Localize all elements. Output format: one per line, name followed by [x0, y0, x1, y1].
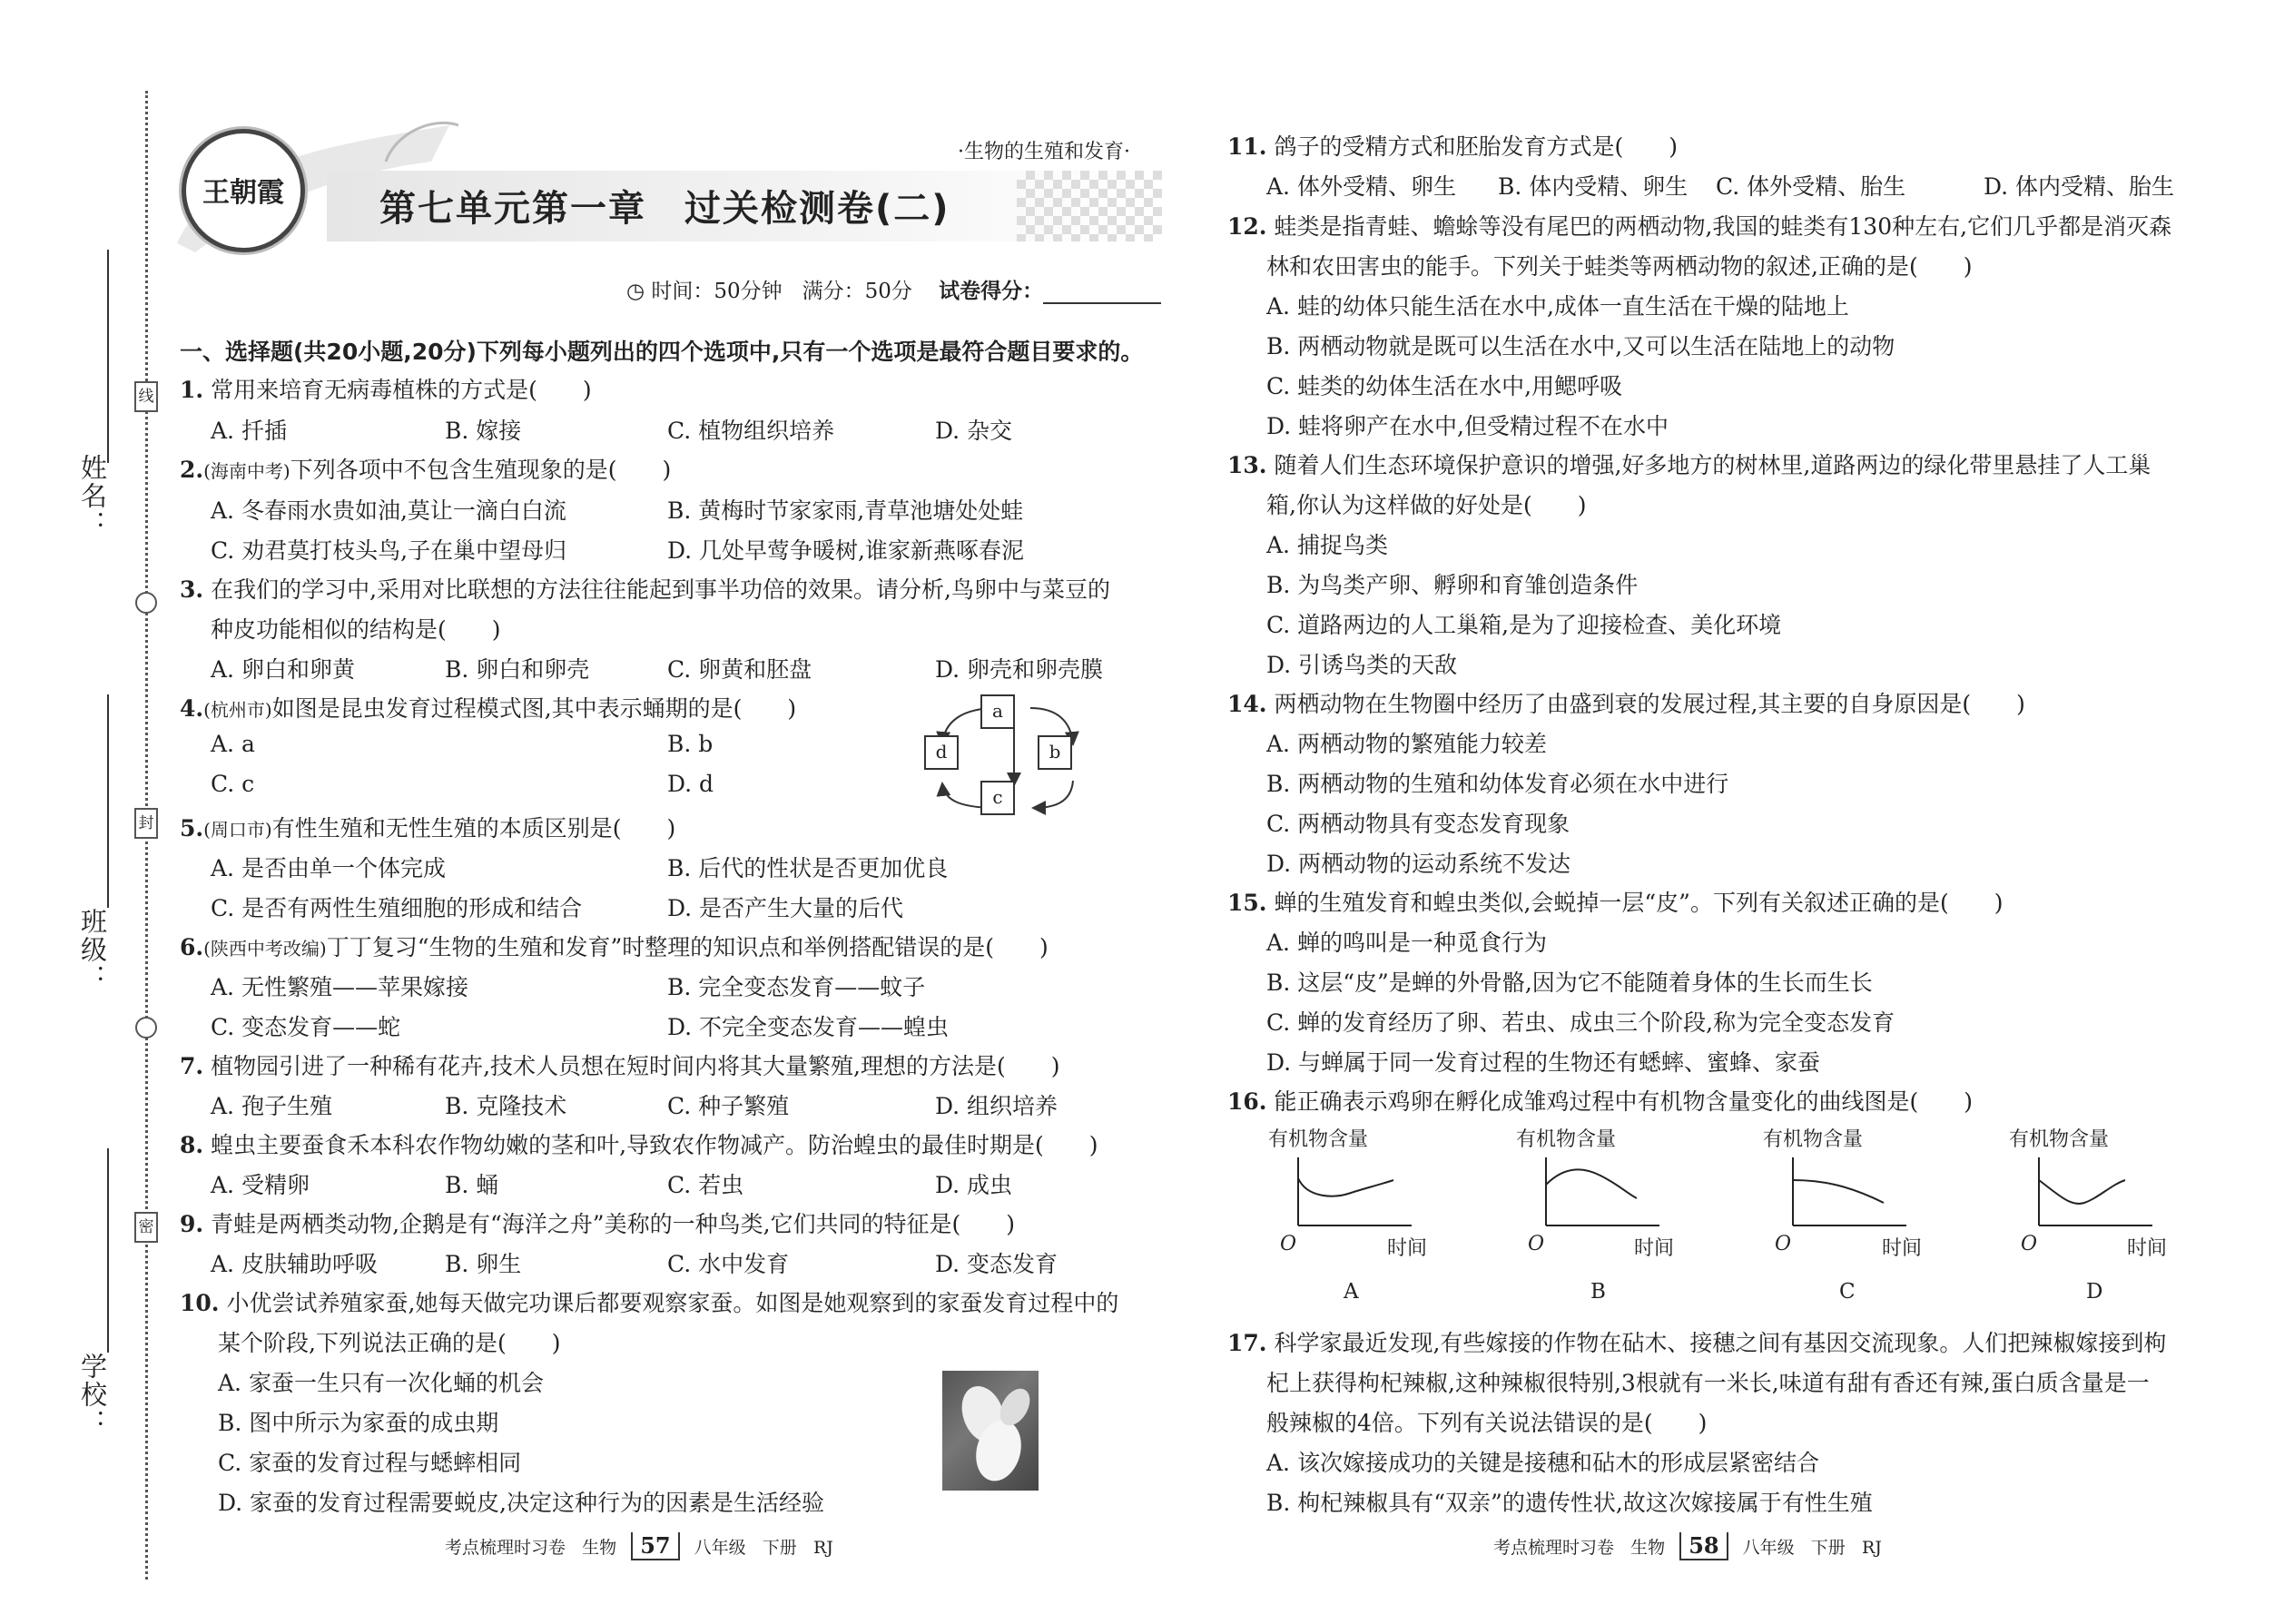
- option[interactable]: A. 卵白和卵黄: [211, 656, 355, 683]
- graph-option-b[interactable]: B: [1590, 1280, 1606, 1304]
- option[interactable]: A. 孢子生殖: [211, 1093, 332, 1119]
- question-3: [180, 572, 1110, 605]
- question-14: [1227, 686, 2025, 719]
- option[interactable]: A. 体外受精、卵生: [1266, 173, 1456, 200]
- option[interactable]: B. 嫁接: [445, 418, 522, 444]
- footer-edition: RJ: [1861, 1538, 1882, 1558]
- page-title: 第七单元第一章 过关检测卷(二): [379, 188, 950, 230]
- option[interactable]: B. 图中所示为家蚕的成虫期: [218, 1410, 499, 1436]
- graph-origin: O: [1280, 1233, 1297, 1255]
- option[interactable]: C. 两栖动物具有变态发育现象: [1266, 811, 1570, 837]
- option[interactable]: B. 卵白和卵壳: [445, 656, 590, 683]
- question-stem-cont: 种皮功能相似的结构是( ): [211, 616, 501, 643]
- option[interactable]: D. d: [667, 771, 714, 797]
- brand-logo-text: 王朝霞: [202, 177, 284, 209]
- exam-score-label: 试卷得分：: [939, 279, 1044, 303]
- question-number: 8.: [180, 1132, 204, 1158]
- question-6: [180, 930, 1049, 962]
- option[interactable]: B. 卵生: [445, 1251, 522, 1277]
- option[interactable]: A. 捕捉鸟类: [1266, 532, 1388, 558]
- question-source: (海南中考): [203, 460, 290, 482]
- question-stem-cont: 某个阶段,下列说法正确的是( ): [218, 1330, 561, 1356]
- seal-char-seal: 封: [134, 808, 158, 839]
- seal-char-line: 线: [134, 381, 158, 412]
- option[interactable]: C. 种子繁殖: [667, 1093, 790, 1119]
- binding-clip-icon: [135, 592, 157, 614]
- question-2: [180, 452, 671, 485]
- question-stem: 常用来培育无病毒植株的方式是( ): [211, 377, 592, 403]
- question-10: [180, 1285, 1118, 1318]
- question-stem: 有性生殖和无性生殖的本质区别是( ): [271, 815, 676, 842]
- footer-left: [445, 1532, 833, 1560]
- question-stem-cont: 般辣椒的4倍。下列有关说法错误的是( ): [1266, 1410, 1708, 1436]
- option[interactable]: B. b: [667, 731, 714, 757]
- silkworm-cocoon-photo: [942, 1371, 1039, 1491]
- option[interactable]: B. 后代的性状是否更加优良: [667, 855, 949, 881]
- option[interactable]: A. 扦插: [211, 418, 287, 444]
- graph-origin: O: [2021, 1233, 2038, 1255]
- graph-origin: O: [1775, 1233, 1792, 1255]
- graph-xlabel: 时间: [1634, 1237, 1675, 1260]
- question-stem: 丁丁复习“生物的生殖和发育”时整理的知识点和举例搭配错误的是( ): [326, 934, 1049, 960]
- question-15: [1227, 885, 2003, 918]
- graph-option-d[interactable]: D: [2086, 1280, 2103, 1304]
- graph-origin: O: [1528, 1233, 1545, 1255]
- graph-b: [1528, 1153, 1664, 1235]
- footer-series: 考点梳理时习卷: [445, 1538, 566, 1558]
- title-checker-pattern: [1017, 171, 1162, 241]
- question-5: [180, 811, 675, 843]
- option[interactable]: A. a: [211, 731, 255, 757]
- score-blank[interactable]: [1043, 281, 1161, 304]
- exam-full-score: 满分：50分: [802, 280, 912, 303]
- exam-meta: [626, 274, 1161, 304]
- graph-ylabel: 有机物含量: [1268, 1128, 1369, 1151]
- question-11: [1227, 129, 1678, 162]
- question-number: 15.: [1227, 890, 1267, 916]
- graph-xlabel: 时间: [1882, 1237, 1923, 1260]
- option[interactable]: A. 皮肤辅助呼吸: [211, 1251, 378, 1277]
- question-4: [180, 691, 796, 723]
- option[interactable]: B. 蛹: [445, 1172, 499, 1198]
- question-number: 2.: [180, 457, 204, 483]
- option[interactable]: D. 卵壳和卵壳膜: [935, 656, 1104, 683]
- diagram-box-d: d: [924, 735, 959, 770]
- option[interactable]: C. 道路两边的人工巢箱,是为了迎接检查、美化环境: [1266, 612, 1782, 638]
- question-number: 16.: [1227, 1088, 1267, 1115]
- option[interactable]: A. 冬春雨水贵如油,莫让一滴白白流: [211, 497, 566, 524]
- option[interactable]: C. 蝉的发育经历了卵、若虫、成虫三个阶段,称为完全变态发育: [1266, 1009, 1895, 1036]
- footer-subject: 生物: [582, 1538, 617, 1558]
- question-17: [1227, 1325, 2166, 1358]
- question-stem: 科学家最近发现,有些嫁接的作物在砧木、接穗之间有基因交流现象。人们把辣椒嫁接到枸: [1274, 1330, 2167, 1356]
- school-label: 学校：: [77, 1353, 108, 1437]
- page-number: 57: [631, 1532, 679, 1560]
- question-stem: 鸽子的受精方式和胚胎发育方式是( ): [1274, 133, 1678, 160]
- option[interactable]: D. 引诱鸟类的天敌: [1266, 652, 1458, 678]
- subject-tag: ·生物的生殖和发育·: [958, 141, 1130, 163]
- graph-option-c[interactable]: C: [1839, 1280, 1856, 1304]
- question-stem: 蛙类是指青蛙、蟾蜍等没有尾巴的两栖动物,我国的蛙类有130种左右,它们几乎都是消灭森: [1274, 213, 2172, 240]
- page-number: 58: [1679, 1532, 1728, 1560]
- question-stem: 下列各项中不包含生殖现象的是( ): [290, 457, 672, 483]
- footer-edition: RJ: [812, 1538, 833, 1558]
- option[interactable]: A. 家蚕一生只有一次化蛹的机会: [218, 1370, 544, 1396]
- question-source: (陕西中考改编): [203, 938, 327, 960]
- option[interactable]: A. 蝉的鸣叫是一种觅食行为: [1266, 930, 1547, 956]
- option[interactable]: D. 组织培养: [935, 1093, 1058, 1119]
- exam-time: 时间：50分钟: [651, 280, 783, 303]
- graph-ylabel: 有机物含量: [1516, 1128, 1617, 1151]
- option[interactable]: B. 克隆技术: [445, 1093, 567, 1119]
- option[interactable]: B. 这层“皮”是蝉的外骨骼,因为它不能随着身体的生长而生长: [1266, 969, 1873, 996]
- question-stem: 如图是昆虫发育过程模式图,其中表示蛹期的是( ): [271, 695, 797, 722]
- section-heading: 一、选择题(共20小题,20分)下列每小题列出的四个选项中,只有一个选项是最符合题目要求的。: [180, 339, 1144, 365]
- graph-curve: [1546, 1169, 1637, 1198]
- class-blank[interactable]: [107, 694, 109, 908]
- option[interactable]: C. 卵黄和胚盘: [667, 656, 812, 683]
- diagram-box-b: b: [1038, 735, 1072, 770]
- option[interactable]: D. 变态发育: [935, 1251, 1058, 1277]
- question-number: 4.: [180, 695, 204, 722]
- graph-curve: [1298, 1178, 1393, 1196]
- question-stem-cont: 林和农田害虫的能手。下列关于蛙类等两栖动物的叙述,正确的是( ): [1266, 253, 1973, 280]
- footer-volume: 下册: [1810, 1538, 1846, 1558]
- question-number: 1.: [180, 377, 204, 403]
- option[interactable]: A. 是否由单一个体完成: [211, 855, 446, 881]
- option[interactable]: D. 不完全变态发育——蝗虫: [667, 1014, 950, 1040]
- question-number: 7.: [180, 1053, 204, 1079]
- option[interactable]: C. 变态发育——蛇: [211, 1014, 401, 1040]
- option[interactable]: A. 该次嫁接成功的关键是接穗和砧木的形成层紧密结合: [1266, 1450, 1819, 1476]
- question-number: 12.: [1227, 213, 1267, 240]
- question-stem: 植物园引进了一种稀有花卉,技术人员想在短时间内将其大量繁殖,理想的方法是( ): [211, 1053, 1060, 1079]
- question-stem: 蝗虫主要蚕食禾本科农作物幼嫩的茎和叶,导致农作物减产。防治蝗虫的最佳时期是( ): [211, 1132, 1098, 1158]
- option[interactable]: D. 成虫: [935, 1172, 1013, 1198]
- graph-curve: [1793, 1180, 1884, 1203]
- question-1: [180, 372, 592, 405]
- footer-series: 考点梳理时习卷: [1493, 1538, 1615, 1558]
- question-number: 6.: [180, 934, 204, 960]
- question-stem-cont: 杞上获得枸杞辣椒,这种辣椒很特别,3根就有一米长,味道有甜有香还有辣,蛋白质含量是一: [1266, 1370, 2150, 1396]
- question-number: 17.: [1227, 1330, 1267, 1356]
- question-12: [1227, 209, 2171, 241]
- graph-ylabel: 有机物含量: [1763, 1128, 1864, 1151]
- question-number: 5.: [180, 815, 204, 842]
- option[interactable]: D. 体内受精、胎生: [1984, 173, 2175, 200]
- option[interactable]: C. 若虫: [667, 1172, 744, 1198]
- question-source: (杭州市): [203, 699, 272, 721]
- option[interactable]: D. 与蝉属于同一发育过程的生物还有蟋蟀、蜜蜂、家蚕: [1266, 1049, 1821, 1076]
- name-label: 姓名：: [77, 454, 108, 538]
- question-stem: 随着人们生态环境保护意识的增强,好多地方的树林里,道路两边的绿化带里悬挂了人工巢: [1274, 452, 2151, 478]
- graph-xlabel: 时间: [2127, 1237, 2168, 1260]
- option[interactable]: A. 受精卵: [211, 1172, 310, 1198]
- option[interactable]: C. 水中发育: [667, 1251, 790, 1277]
- graph-a: [1280, 1153, 1416, 1235]
- question-number: 13.: [1227, 452, 1267, 478]
- question-9: [180, 1206, 1015, 1239]
- question-number: 3.: [180, 576, 204, 603]
- option[interactable]: C. 家蚕的发育过程与蟋蟀相同: [218, 1450, 522, 1476]
- option[interactable]: D. 家蚕的发育过程需要蜕皮,决定这种行为的因素是生活经验: [218, 1490, 824, 1516]
- option[interactable]: D. 杂交: [935, 418, 1013, 444]
- class-label: 班级：: [77, 908, 108, 992]
- graph-d: [2021, 1153, 2157, 1235]
- option[interactable]: C. 蛙类的幼体生活在水中,用鳃呼吸: [1266, 373, 1623, 399]
- graph-option-a[interactable]: A: [1344, 1280, 1359, 1304]
- option[interactable]: B. 两栖动物的生殖和幼体发育必须在水中进行: [1266, 771, 1729, 797]
- option[interactable]: B. 两栖动物就是既可以生活在水中,又可以生活在陆地上的动物: [1266, 333, 1895, 359]
- option[interactable]: C. 体外受精、胎生: [1716, 173, 1906, 200]
- school-blank[interactable]: [107, 1148, 109, 1353]
- option[interactable]: D. 两栖动物的运动系统不发达: [1266, 851, 1571, 877]
- question-number: 10.: [180, 1290, 220, 1316]
- option[interactable]: C. 是否有两性生殖细胞的形成和结合: [211, 895, 583, 921]
- question-stem: 能正确表示鸡卵在孵化成雏鸡过程中有机物含量变化的曲线图是( ): [1274, 1088, 1973, 1115]
- option[interactable]: C. 劝君莫打枝头鸟,子在巢中望母归: [211, 537, 567, 564]
- option[interactable]: B. 为鸟类产卵、孵卵和育雏创造条件: [1266, 572, 1639, 598]
- question-stem: 小优尝试养殖家蚕,她每天做完功课后都要观察家蚕。如图是她观察到的家蚕发育过程中的: [226, 1290, 1119, 1316]
- question-stem: 蝉的生殖发育和蝗虫类似,会蜕掉一层“皮”。下列有关叙述正确的是( ): [1274, 890, 2004, 916]
- question-7: [180, 1048, 1059, 1081]
- brand-logo: [182, 129, 305, 252]
- question-number: 9.: [180, 1211, 204, 1237]
- binding-clip-icon: [135, 1017, 157, 1038]
- option[interactable]: A. 蛙的幼体只能生活在水中,成体一直生活在干燥的陆地上: [1266, 293, 1849, 320]
- question-stem: 青蛙是两栖类动物,企鹅是有“海洋之舟”美称的一种鸟类,它们共同的特征是( ): [211, 1211, 1016, 1237]
- diagram-box-c: c: [980, 781, 1015, 815]
- name-blank[interactable]: [107, 250, 109, 463]
- option[interactable]: D. 蛙将卵产在水中,但受精过程不在水中: [1266, 413, 1669, 439]
- question-source: (周口市): [203, 819, 272, 841]
- footer-subject: 生物: [1630, 1538, 1666, 1558]
- cycle-arrow: [1033, 781, 1073, 808]
- footer-grade: 八年级: [1742, 1538, 1795, 1558]
- graph-c: [1775, 1153, 1911, 1235]
- footer-grade: 八年级: [694, 1538, 746, 1558]
- option[interactable]: A. 无性繁殖——苹果嫁接: [211, 974, 468, 1000]
- question-stem-cont: 箱,你认为这样做的好处是( ): [1266, 492, 1587, 518]
- graph-curve: [2039, 1180, 2125, 1204]
- option[interactable]: C. c: [211, 771, 255, 797]
- graph-xlabel: 时间: [1387, 1237, 1428, 1260]
- graph-ylabel: 有机物含量: [2009, 1128, 2110, 1151]
- clock-icon: ◷: [626, 280, 645, 303]
- footer-right: [1493, 1532, 1882, 1560]
- option[interactable]: B. 枸杞辣椒具有“双亲”的遗传性状,故这次嫁接属于有性生殖: [1266, 1490, 1873, 1516]
- question-stem: 在我们的学习中,采用对比联想的方法往往能起到事半功倍的效果。请分析,鸟卵中与菜豆的: [211, 576, 1110, 603]
- question-number: 14.: [1227, 691, 1267, 717]
- option[interactable]: A. 两栖动物的繁殖能力较差: [1266, 731, 1547, 757]
- question-13: [1227, 448, 2151, 480]
- question-stem: 两栖动物在生物圈中经历了由盛到衰的发展过程,其主要的自身原因是( ): [1274, 691, 2025, 717]
- question-number: 11.: [1227, 133, 1267, 160]
- option[interactable]: C. 植物组织培养: [667, 418, 835, 444]
- option[interactable]: D. 是否产生大量的后代: [667, 895, 904, 921]
- footer-volume: 下册: [762, 1538, 797, 1558]
- option[interactable]: B. 体内受精、卵生: [1498, 173, 1689, 200]
- question-16: [1227, 1084, 1973, 1117]
- seal-char-secret: 密: [134, 1212, 158, 1243]
- diagram-box-a: a: [980, 694, 1015, 729]
- question-8: [180, 1127, 1098, 1160]
- option[interactable]: B. 黄梅时节家家雨,青草池塘处处蛙: [667, 497, 1024, 524]
- option[interactable]: B. 完全变态发育——蚊子: [667, 974, 926, 1000]
- option[interactable]: D. 几处早莺争暖树,谁家新燕啄春泥: [667, 537, 1024, 564]
